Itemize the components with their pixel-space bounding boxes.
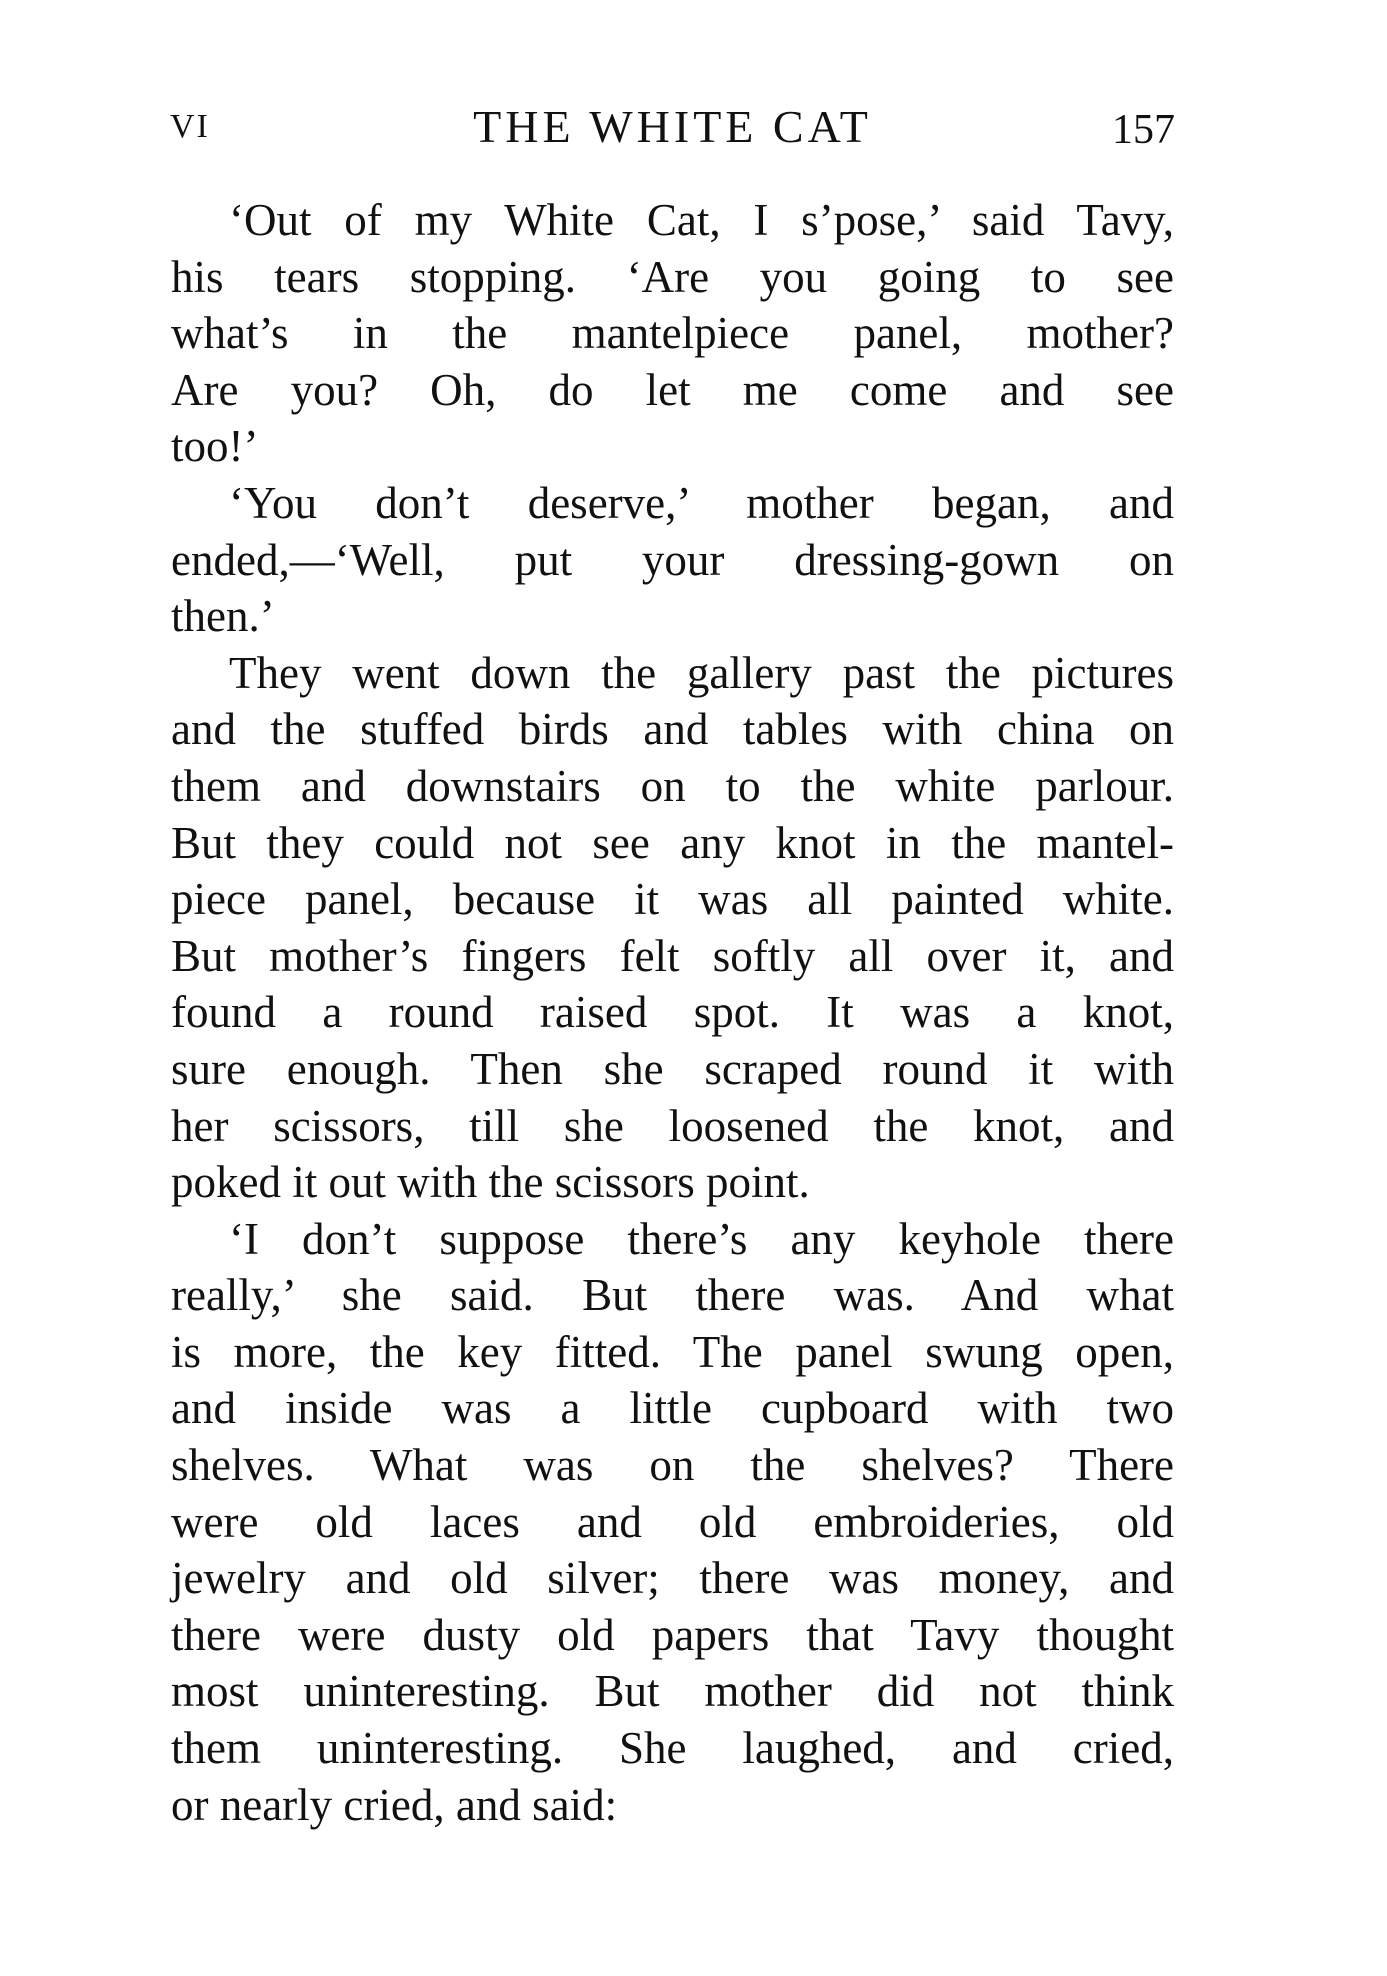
text-line: and the stuffed birds and tables with china on (171, 704, 1174, 755)
text-line: his tears stopping. ‘Are you going to see (171, 251, 1174, 302)
text-line: most uninteresting. But mother did not think (171, 1666, 1174, 1717)
text-line: sure enough. Then she scraped round it with (171, 1043, 1174, 1094)
text-line: is more, the key fitted. The panel swung open, (171, 1326, 1174, 1377)
text-line: jewelry and old silver; there was money, and (171, 1553, 1174, 1604)
text-line: But they could not see any knot in the mantel- (171, 817, 1174, 868)
text-line: them and downstairs on to the white parlour. (171, 760, 1174, 811)
text-line: really,’ she said. But there was. And what (171, 1270, 1174, 1321)
text-line: what’s in the mantelpiece panel, mother? (171, 308, 1174, 359)
text-line: them uninteresting. She laughed, and cried, (171, 1723, 1174, 1774)
text-line: were old laces and old embroideries, old (171, 1496, 1174, 1547)
text-line: or nearly cried, and said: (171, 1779, 618, 1830)
page-number: 157 (1112, 107, 1175, 153)
text-line: piece panel, because it was all painted white. (171, 874, 1174, 925)
running-header (170, 100, 1175, 160)
chapter-number: VI (170, 108, 210, 145)
text-line: found a round raised spot. It was a knot, (171, 987, 1174, 1038)
text-line: and inside was a little cupboard with two (171, 1383, 1174, 1434)
running-title: THE WHITE CAT (473, 101, 872, 152)
text-line: ended,—‘Well, put your dressing-gown on (171, 534, 1174, 585)
text-line: ‘I don’t suppose there’s any keyhole there (229, 1213, 1174, 1264)
text-line: But mother’s fingers felt softly all over it, and (171, 930, 1174, 981)
body-text (171, 192, 1174, 1833)
text-line: They went down the gallery past the pictures (229, 647, 1174, 698)
text-line: Are you? Oh, do let me come and see (171, 364, 1174, 415)
text-line: poked it out with the scissors point. (171, 1157, 810, 1208)
text-line: ‘Out of my White Cat, I s’pose,’ said Tavy, (229, 195, 1174, 245)
text-line: too!’ (171, 421, 259, 472)
text-line: her scissors, till she loosened the knot, and (171, 1100, 1174, 1151)
text-line: then.’ (171, 591, 275, 642)
text-line: ‘You don’t deserve,’ mother began, and (229, 477, 1174, 528)
text-line: shelves. What was on the shelves? There (171, 1440, 1174, 1491)
text-line: there were dusty old papers that Tavy thought (171, 1609, 1174, 1660)
